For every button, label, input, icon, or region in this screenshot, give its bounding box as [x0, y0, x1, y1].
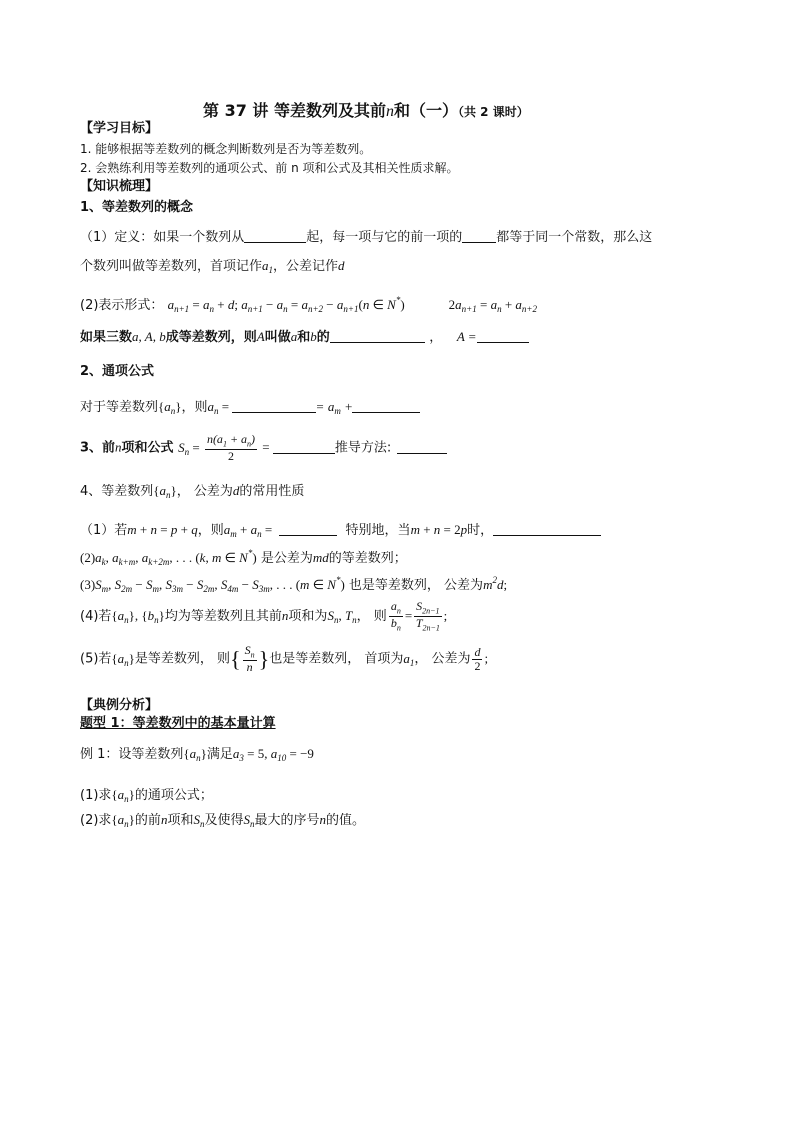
eq-label-b: 成等差数列，则 [165, 330, 257, 345]
k3-heading-b: 项和公式 [121, 440, 174, 456]
p1-b: ，则 [197, 523, 224, 538]
q2-b: 的前 [134, 813, 161, 828]
p5-c: 也是等差数列， 首项为 [269, 651, 404, 667]
an-eq: $a_n$ = [207, 399, 233, 416]
p4-c: 项和为 [288, 609, 328, 625]
k4-p5: (5)若$\{a_n\}$是等差数列， 则{ $\frac{S_n}{n}$ }也是等差数列， 首项为$a_1$， 公差为 $\frac{d}{2}$ ; [80, 643, 489, 675]
blank-6[interactable] [352, 398, 420, 413]
a1-symbol: $a_1$ [262, 258, 274, 275]
q2-a: (2)求 [80, 813, 112, 828]
am-term: $a_m$ [327, 399, 341, 416]
k3-heading-a: 3、前 [80, 440, 116, 456]
eq-end: ， [429, 330, 443, 345]
k3-method: 推导方法: [334, 440, 392, 456]
k4-heading: 4、等差数列$\{a_n\}$， 公差为d的常用性质 [80, 483, 305, 500]
k1-form [80, 295, 537, 316]
k1-definition-2 [80, 258, 345, 277]
eq-label-d: 的 [316, 330, 330, 345]
p4-frac-a: $\frac{a_n}{b_n}$ [390, 599, 401, 633]
k2-eq: = [316, 399, 324, 414]
p1-c: 特别地，当 [345, 523, 411, 538]
p5-a: (5)若 [80, 651, 112, 667]
p5-d: ， 公差为 [414, 651, 471, 667]
d-symbol: d [338, 258, 345, 273]
k1-def2-b: ，公差记作 [273, 259, 339, 274]
title-main: 第 37 讲 等差数列及其前 [203, 101, 386, 120]
blank-2[interactable] [462, 228, 496, 243]
blank-3[interactable] [330, 328, 425, 343]
p5-b: 是等差数列， 则 [134, 651, 231, 667]
p3-formula: $(3)S_m$, $S_{2m} - S_m$, $S_{3m} - S_{2m}$, $S_{4m} - S_{3m}$, . . . (m ∈ N*) [80, 575, 345, 594]
p4-frac-s: $\frac{S_{2n-1}}{T_{2n-1}}$ [415, 599, 440, 633]
k2-heading: 2、通项公式 [80, 364, 155, 379]
an-seq-2: $\{a_n\}$ [153, 483, 177, 500]
k4-heading-c: 的常用性质 [239, 484, 305, 499]
form-formula: $a_{n+1} = a_n + d$; $a_{n+1} - a_n = a_{n+2} - a_{n+1}(n$ ∈ N*) $2a_{n+1} = a_n + a_{n+2}$ [167, 295, 537, 314]
section-goal: 【学习目标】 [80, 121, 159, 136]
p4-d: ， 则 [356, 609, 387, 625]
k1-middle [80, 328, 529, 347]
eq-vars: a, A, b [132, 329, 166, 344]
eq-b: b [310, 329, 317, 344]
eq-and: 和 [297, 330, 311, 345]
k4-heading-a: 4、等差数列 [80, 484, 154, 499]
eq-A: A [256, 329, 265, 344]
k2-text-b: ，则 [181, 400, 208, 415]
goal-1: 1. 能够根据等差数列的概念判断数列是否为等差数列。 [80, 142, 372, 156]
blank-7[interactable] [273, 439, 335, 454]
k3-line: 3、前n项和公式 $S_n$ = $\frac{n(a_1 + a_n)}{2}$ = 推导方法: [80, 433, 447, 463]
form-label: (2)表示形式： [80, 298, 164, 313]
eq-label-a: 如果三数 [80, 330, 133, 345]
p1-a: （1）若 [80, 523, 128, 538]
q2-f: 的值。 [325, 813, 365, 828]
k4-p4: (4)若$\{a_n\}$, $\{b_n\}$均为等差数列且其前n项和为$S_n$, $T_n$， 则 $\frac{a_n}{b_n}$ = $\frac{S_{2n-1}}{T_{2n-1}}$ ; [80, 599, 448, 633]
p2-tail: 是公差为 [260, 551, 313, 566]
k2-text-a: 对于等差数列 [80, 400, 159, 415]
ex1-lead-text: 例 1：设等差数列 [80, 747, 184, 762]
section-example: 【典例分析】 [80, 698, 159, 713]
topic-1: 题型 1：等差数列中的基本量计算 [80, 716, 276, 731]
ex1-q1: (1)求$\{a_n\}$的通项公式； [80, 787, 213, 804]
p1-d: 时， [467, 523, 494, 538]
blank-8[interactable] [397, 439, 447, 454]
p5-frac-d: $\frac{d}{2}$ [474, 644, 481, 673]
sn-fraction: $\frac{n(a_1 + a_n)}{2}$ [206, 432, 256, 464]
k2-plus: + [345, 399, 353, 414]
blank-10[interactable] [493, 521, 601, 536]
p2-tail2: 的等差数列； [328, 551, 407, 566]
k1-heading: 1、等差数列的概念 [80, 200, 194, 215]
sn-formula: $S_n$ = [178, 439, 203, 457]
title-tail: 和（一） [393, 101, 458, 120]
q1-a: (1)求 [80, 788, 112, 803]
q1-b: 的通项公式； [134, 788, 213, 803]
ex1-lead: 例 1：设等差数列$\{a_n\}$满足$a_3 = 5$, $a_{10} = -9$ [80, 746, 314, 763]
section-knowledge: 【知识梳理】 [80, 179, 159, 194]
eq-label-c: 叫做 [264, 330, 291, 345]
k4-p1: （1）若m + n = p + q，则$a_m + a_n$ = 特别地，当m + n = 2p时， [80, 521, 601, 541]
blank-5[interactable] [232, 398, 316, 413]
ex1-cond: 满足 [206, 747, 233, 762]
q2-e: 最大的序号 [254, 813, 320, 828]
k1-def-a: （1）定义：如果一个数列从 [80, 230, 245, 245]
blank-9[interactable] [279, 521, 337, 536]
k4-p2: $(2)a_k$, $a_{k+m}$, $a_{k+2m}$, . . . (k, m ∈ N*) 是公差为md的等差数列； [80, 548, 407, 567]
q2-d: 及使得 [204, 813, 244, 828]
title-n: n [385, 103, 394, 120]
k1-def2-a: 个数列叫做等差数列，首项记作 [80, 259, 263, 274]
p4-a: (4)若 [80, 609, 112, 625]
k1-def-c: 都等于同一个常数，那么这 [496, 230, 653, 245]
q2-c: 项和 [167, 813, 194, 828]
ex1-q2: (2)求$\{a_n\}$的前n项和$S_n$及使得$S_n$最大的序号n的值。 [80, 812, 365, 829]
k2-text [80, 398, 420, 418]
k1-def-b: 起，每一项与它的前一项的 [306, 230, 463, 245]
k4-p3: $(3)S_m$, $S_{2m} - S_m$, $S_{3m} - S_{2m}$, $S_{4m} - S_{3m}$, . . . (m ∈ N*) 也是等差数列， 公差为$m^2d$; [80, 575, 508, 594]
k4-heading-b: ， 公差为 [176, 484, 233, 499]
an-seq: $\{a_n\}$ [158, 399, 182, 416]
blank-1[interactable] [244, 228, 306, 243]
blank-4[interactable] [477, 328, 529, 343]
p5-frac: $\frac{S_n}{n}$ [244, 643, 255, 675]
eq-A2: A = [456, 329, 477, 344]
p2-formula: $(2)a_k$, $a_{k+m}$, $a_{k+2m}$, . . . (k, m ∈ N*) [80, 548, 257, 567]
p3-tail: 也是等差数列， 公差为 [348, 578, 484, 593]
title-note: （共 2 课时） [458, 105, 529, 119]
p4-b: 均为等差数列且其前 [164, 609, 282, 625]
page-title [203, 101, 529, 123]
eq-a: a [290, 329, 298, 344]
goal-2: 2. 会熟练利用等差数列的通项公式、前 n 项和公式及其相关性质求解。 [80, 161, 459, 175]
k1-definition [80, 228, 652, 247]
